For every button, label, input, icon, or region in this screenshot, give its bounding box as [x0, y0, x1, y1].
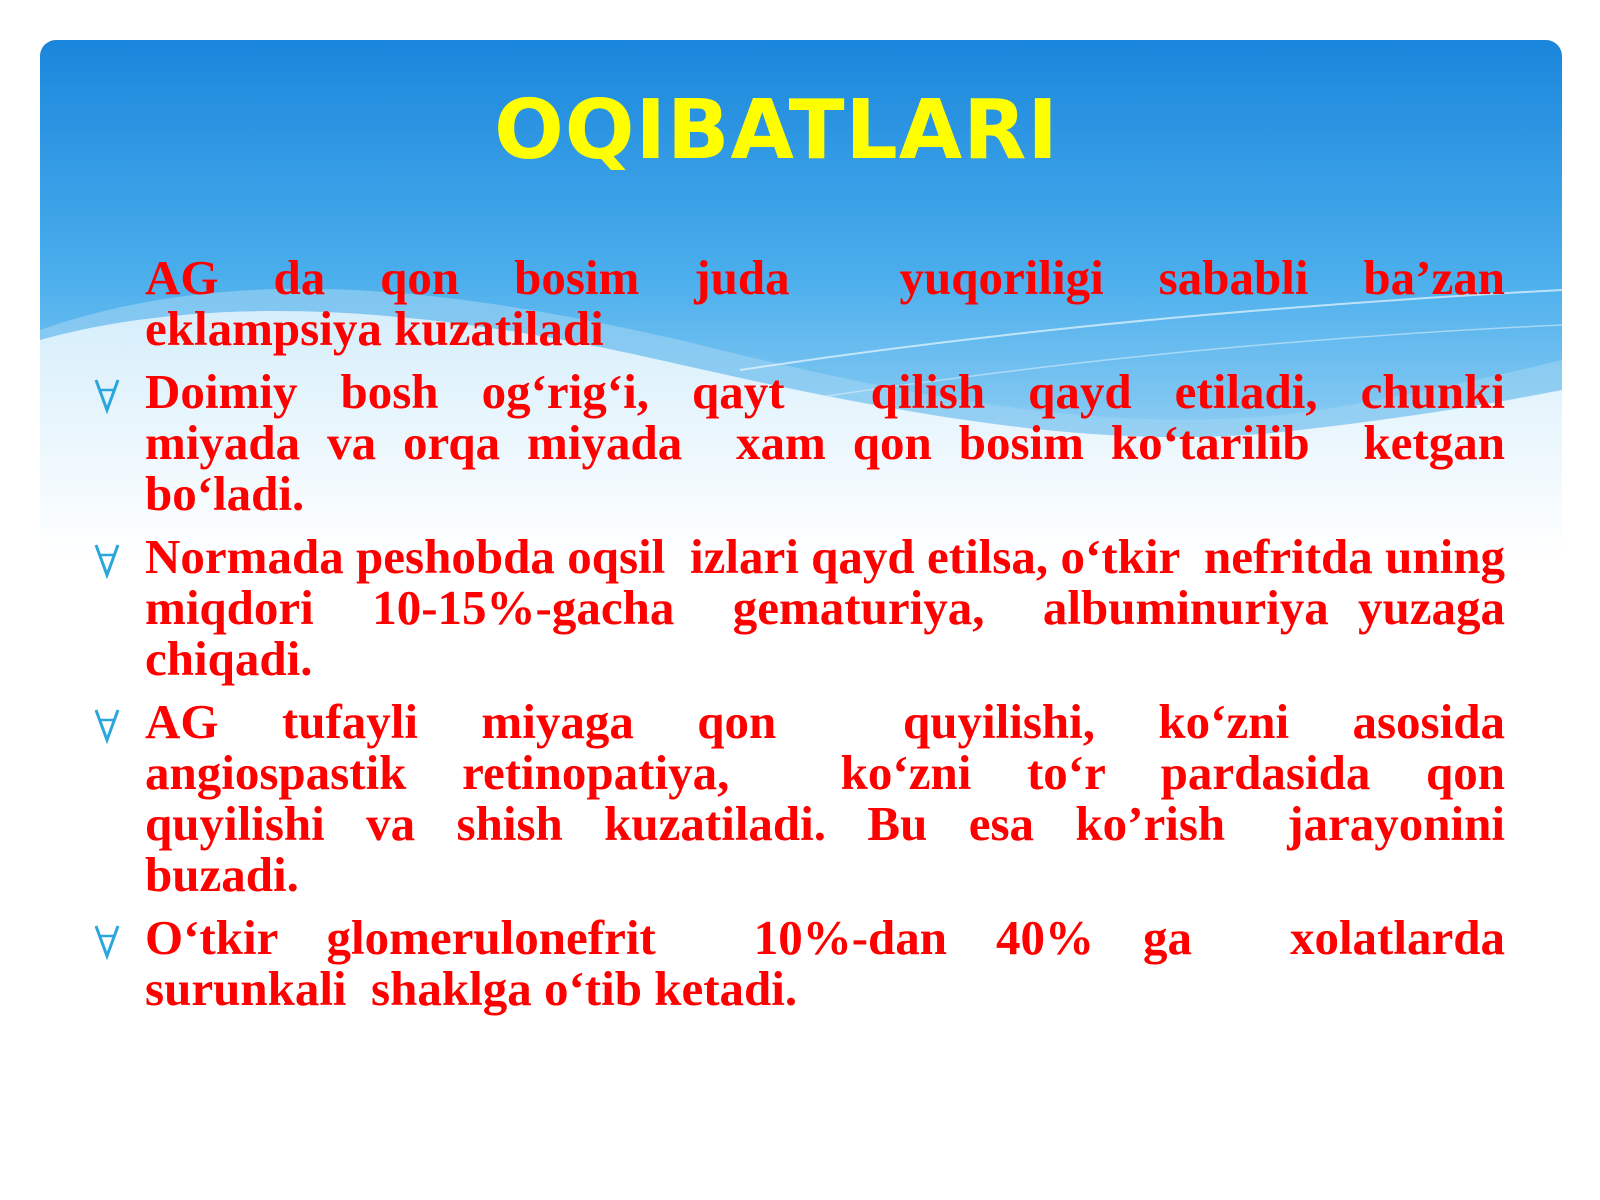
- hollow-triangle-bullet-icon: [92, 541, 122, 581]
- list-item: [0, 696, 1600, 900]
- list-item: [0, 912, 1600, 1014]
- list-item: [0, 366, 1600, 519]
- list-item-text: AG da qon bosim juda yuqoriligi sababli ba’zan eklampsiya kuzatiladi: [145, 250, 1542, 356]
- hollow-triangle-bullet-icon: [92, 706, 122, 746]
- bullet-list: [0, 252, 1600, 1026]
- list-item-text: O‘tkir glomerulonefrit 10%-dan 40% ga xolatlarda surunkali shaklga o‘tib ketadi.: [145, 910, 1518, 1016]
- list-item-text: Doimiy bosh og‘rig‘i, qayt qilish qayd etiladi, chunki miyada va orqa miyada xam qon bosim ko‘tarilib ketgan bo‘ladi.: [145, 364, 1542, 521]
- slide-title: OQIBATLARI: [494, 83, 1059, 178]
- list-item: [0, 252, 1600, 354]
- list-item-text: Normada peshobda oqsil izlari qayd etilsa, o‘tkir nefritda uning miqdori 10-15%-gacha gematuriya, albuminuriya yuzaga chiqadi.: [145, 529, 1530, 686]
- hollow-triangle-bullet-icon: [92, 922, 122, 962]
- hollow-triangle-bullet-icon: [92, 376, 122, 416]
- list-item: [0, 531, 1600, 684]
- list-item-text: AG tufayli miyaga qon quyilishi, ko‘zni asosida angiospastik retinopatiya, ko‘zni to‘r pardasida qon quyilishi va shish kuzatiladi. Bu esa ko’rish jarayonini buzadi.: [145, 694, 1542, 902]
